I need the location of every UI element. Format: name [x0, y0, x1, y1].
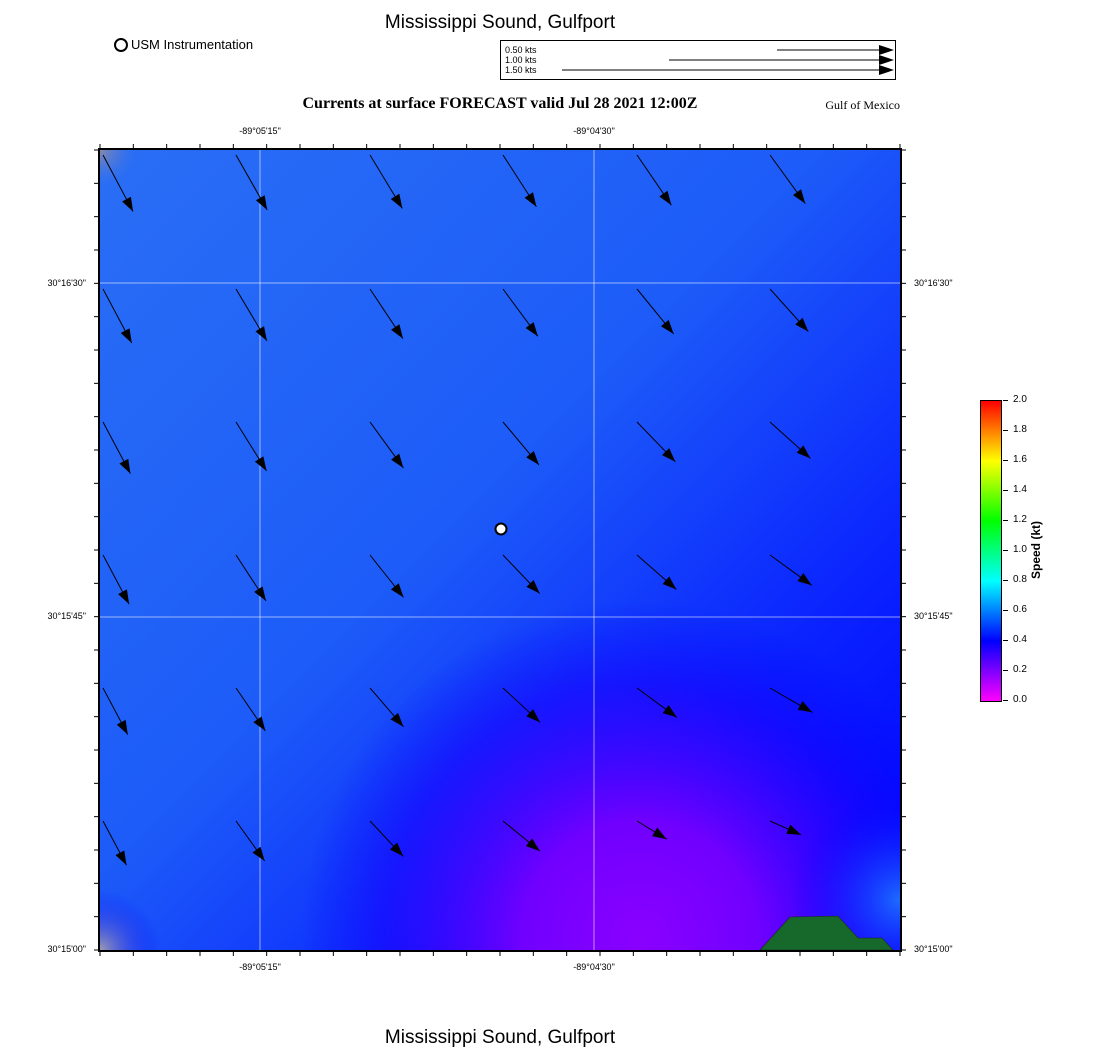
lon-tick-label-top: -89°05'15"	[239, 126, 281, 136]
colorbar-tick-label: 0.4	[1013, 634, 1027, 645]
footer-title: Mississippi Sound, Gulfport	[384, 1027, 616, 1048]
colorbar-tick-label: 1.6	[1013, 454, 1027, 465]
lat-tick-label-left: 30°15'00"	[47, 944, 86, 954]
colorbar-label: Speed (kt)	[1029, 520, 1043, 580]
speed-key-label: 0.50 kts	[505, 45, 537, 55]
colorbar	[980, 400, 1002, 702]
speed-key-label: 1.50 kts	[505, 65, 537, 75]
colorbar-tick-label: 2.0	[1013, 394, 1027, 405]
colorbar-tick-label: 1.0	[1013, 544, 1027, 555]
colorbar-tick-label: 0.0	[1013, 694, 1027, 705]
forecast-subtitle: Currents at surface FORECAST valid Jul 28 2021 12:00Z	[302, 95, 698, 112]
colorbar-tick-mark	[1003, 520, 1008, 521]
colorbar-tick-mark	[1003, 640, 1008, 641]
colorbar-tick-mark	[1003, 700, 1008, 701]
speed-key-label: 1.00 kts	[505, 55, 537, 65]
colorbar-tick-label: 0.6	[1013, 604, 1027, 615]
colorbar-tick-mark	[1003, 550, 1008, 551]
lon-tick-label-bottom: -89°05'15"	[239, 962, 281, 972]
colorbar-tick-label: 1.4	[1013, 484, 1027, 495]
lat-tick-label-left: 30°15'45"	[47, 611, 86, 621]
colorbar-tick-mark	[1003, 430, 1008, 431]
colorbar-tick-mark	[1003, 400, 1008, 401]
lat-tick-label-right: 30°15'45"	[914, 611, 953, 621]
lon-tick-label-top: -89°04'30"	[573, 126, 615, 136]
colorbar-tick-mark	[1003, 580, 1008, 581]
colorbar-tick-label: 1.8	[1013, 424, 1027, 435]
station-legend-label: USM Instrumentation	[131, 37, 254, 52]
colorbar-tick-mark	[1003, 490, 1008, 491]
colorbar-tick-mark	[1003, 460, 1008, 461]
lat-tick-label-right: 30°16'30"	[914, 278, 953, 288]
colorbar-tick-mark	[1003, 610, 1008, 611]
lon-tick-label-bottom: -89°04'30"	[573, 962, 615, 972]
map-title: Mississippi Sound, Gulfport	[384, 12, 616, 33]
speed-field	[100, 150, 900, 950]
colorbar-tick-mark	[1003, 670, 1008, 671]
colorbar-tick-label: 0.2	[1013, 664, 1027, 675]
colorbar-tick-label: 1.2	[1013, 514, 1027, 525]
station-marker[interactable]	[496, 524, 507, 535]
region-label: Gulf of Mexico	[825, 98, 900, 112]
colorbar-tick-label: 0.8	[1013, 574, 1027, 585]
lat-tick-label-right: 30°15'00"	[914, 944, 953, 954]
lat-tick-label-left: 30°16'30"	[47, 278, 86, 288]
